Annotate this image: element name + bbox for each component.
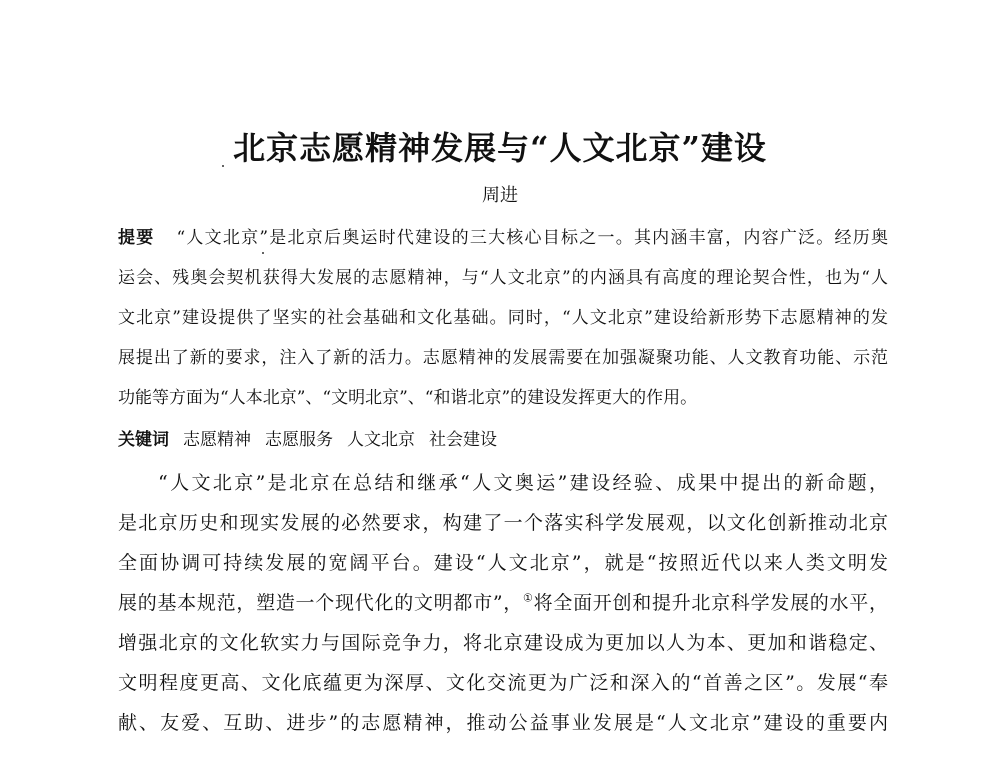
- abstract-line: 功能等方面为“人本北京”、“文明北京”、“和谐北京”的建设发挥更大的作用。: [118, 388, 698, 408]
- body-line: 增强北京的文化软实力与国际竞争力，将北京建设成为更加以人为本、更加和谐稳定、: [118, 632, 888, 654]
- body-line: 献、友爱、互助、进步”的志愿精神，推动公益事业发展是“人文北京”建设的重要内: [118, 712, 888, 734]
- keywords-line: [118, 428, 718, 452]
- body-line: 是北京历史和现实发展的必然要求，构建了一个落实科学发展观，以文化创新推动北京: [118, 512, 888, 534]
- body-line: “人文北京”是北京在总结和继承“人文奥运”建设经验、成果中提出的新命题，: [158, 472, 888, 494]
- keyword-item: 社会建设: [429, 430, 497, 450]
- keywords-label: 关键词: [118, 430, 169, 450]
- body-line: [118, 590, 888, 616]
- keyword-item: 人文北京: [347, 430, 415, 450]
- keyword-item: 志愿精神: [183, 430, 251, 450]
- article-title: 北京志愿精神发展与“人文北京”建设: [233, 129, 767, 167]
- abstract-line: 文北京”建设提供了坚实的社会基础和文化基础。同时，“人文北京”建设给新形势下志愿精神的发: [118, 308, 888, 328]
- body-text: 将全面开创和提升北京科学发展的水平，: [533, 592, 888, 614]
- abstract-line: [118, 226, 888, 250]
- scan-speck: [262, 252, 264, 254]
- keyword-item: 志愿服务: [265, 430, 333, 450]
- body-line: 文明程度更高、文化底蕴更为深厚、文化交流更为广泛和深入的“首善之区”。发展“奉: [118, 672, 888, 694]
- body-text: 展的基本规范，塑造一个现代化的文明都市”，: [118, 592, 524, 614]
- article-author: 周进: [482, 185, 518, 206]
- abstract-text: “人文北京”是北京后奥运时代建设的三大核心目标之一。其内涵丰富，内容广泛。经历奥: [176, 228, 888, 248]
- body-line: 全面协调可持续发展的宽阔平台。建设“人文北京”，就是“按照近代以来人类文明发: [118, 552, 888, 574]
- abstract-line: 展提出了新的要求，注入了新的活力。志愿精神的发展需要在加强凝聚功能、人文教育功能、示范: [118, 348, 888, 368]
- abstract-label: 提要: [118, 228, 155, 248]
- footnote-marker: ①: [523, 591, 534, 605]
- abstract-line: 运会、残奥会契机获得大发展的志愿精神，与“人文北京”的内涵具有高度的理论契合性，也为“人: [118, 268, 888, 288]
